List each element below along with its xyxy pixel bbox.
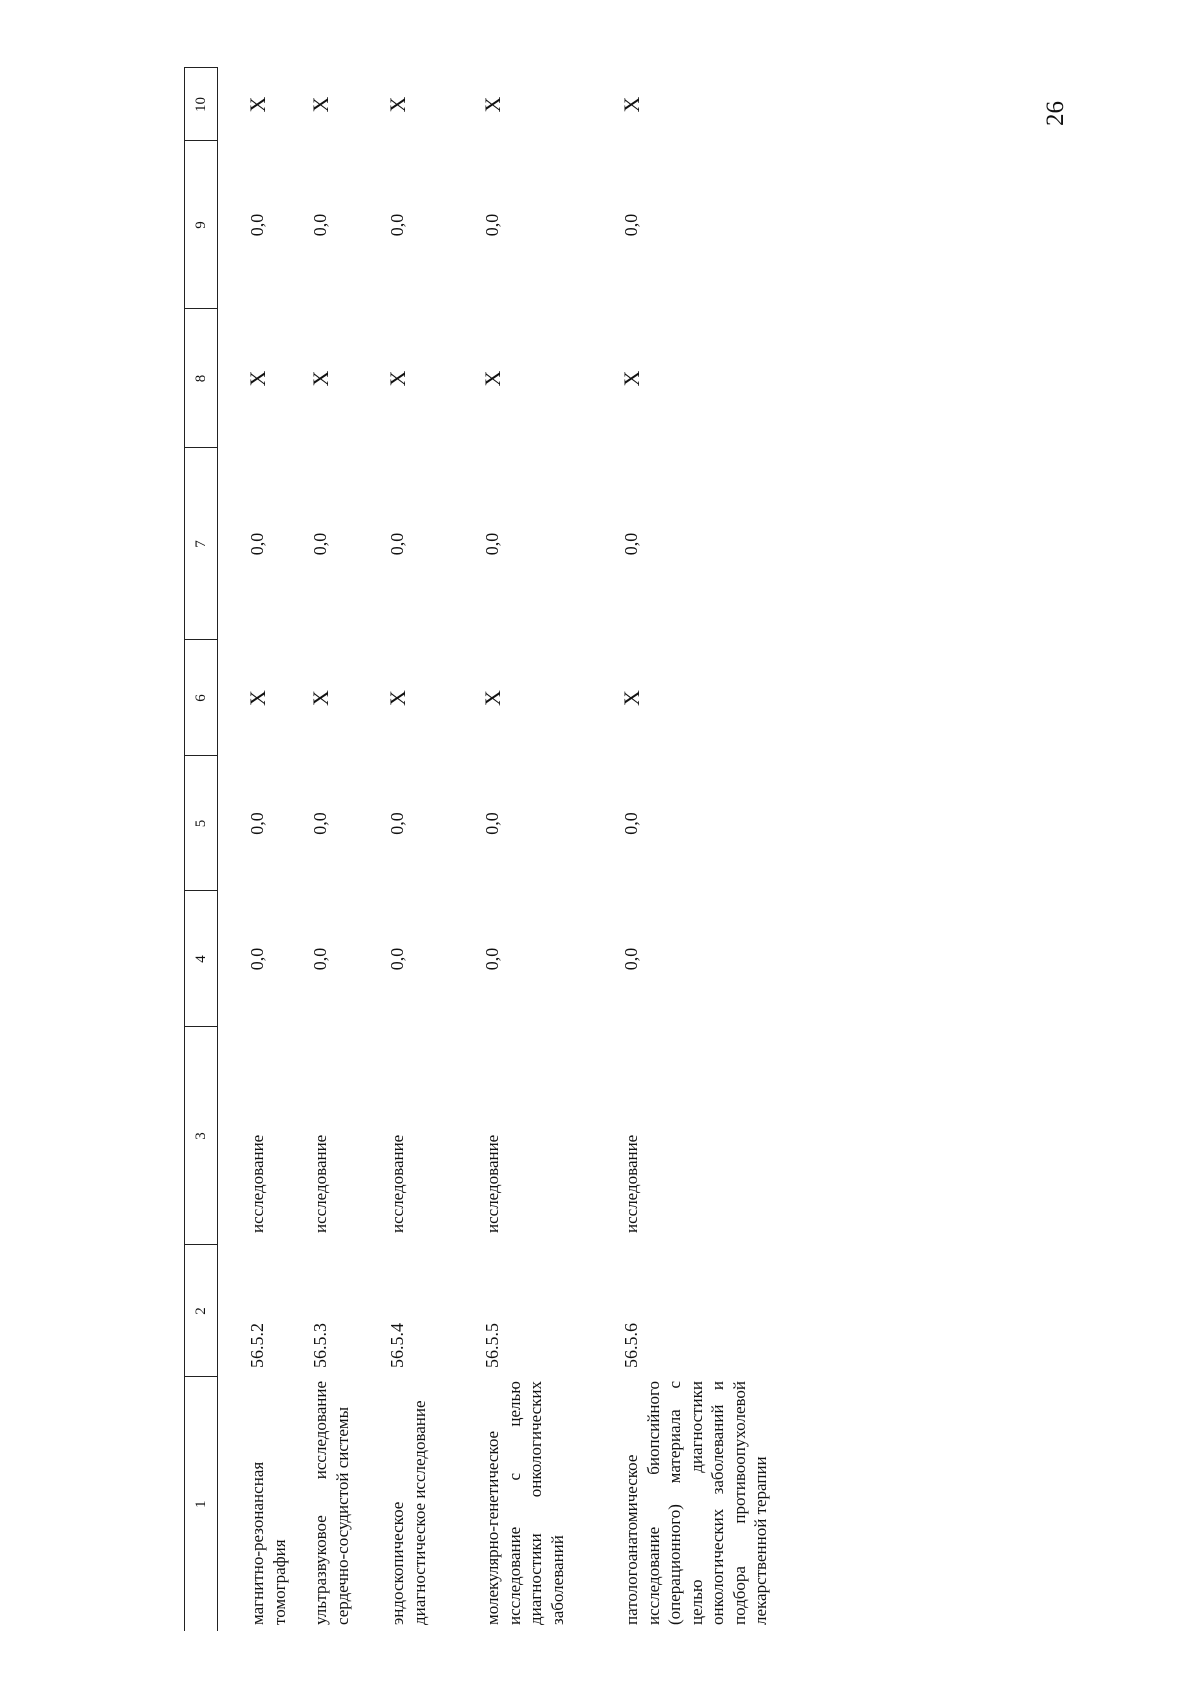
service-code-cell: 56.5.2	[247, 1323, 267, 1368]
value-cell: 0,0	[387, 213, 407, 237]
value-cell: 0,0	[310, 812, 330, 835]
x-mark-cell: X	[308, 96, 333, 113]
x-mark-cell: X	[619, 370, 644, 387]
value-cell: 0,0	[387, 947, 407, 971]
x-mark-cell: X	[245, 96, 270, 113]
x-mark-cell: X	[245, 370, 270, 387]
service-name-cell: эндоскопическое диагностическое исследование	[388, 1400, 429, 1625]
x-mark-cell: X	[480, 690, 505, 706]
x-mark-cell: X	[308, 690, 333, 706]
value-cell: 0,0	[310, 213, 330, 237]
x-mark-cell: X	[245, 690, 270, 706]
column-header: 8	[185, 309, 218, 448]
service-name-cell: магнитно-резонансная томография	[248, 1461, 289, 1625]
service-code-cell: 56.5.4	[387, 1323, 407, 1368]
unit-cell: исследование	[311, 1134, 330, 1233]
value-cell: 0,0	[621, 213, 641, 237]
value-cell: 0,0	[247, 213, 267, 237]
column-header: 6	[185, 640, 218, 756]
column-header: 9	[185, 141, 218, 309]
service-code-cell: 56.5.5	[482, 1323, 502, 1368]
value-cell: 0,0	[621, 532, 641, 556]
x-mark-cell: X	[385, 370, 410, 387]
value-cell: 0,0	[482, 947, 502, 971]
column-header: 3	[185, 1027, 218, 1245]
x-mark-cell: X	[480, 370, 505, 387]
column-header: 1	[185, 1377, 218, 1631]
table-row	[460, 68, 608, 1631]
unit-cell: исследование	[483, 1134, 502, 1233]
value-cell: 0,0	[310, 532, 330, 556]
x-mark-cell: X	[480, 96, 505, 113]
column-header: 2	[185, 1245, 218, 1377]
value-cell: 0,0	[387, 532, 407, 556]
x-mark-cell: X	[619, 96, 644, 113]
column-header: 4	[185, 891, 218, 1027]
table-row	[608, 68, 868, 1631]
column-header: 10	[185, 68, 218, 141]
service-name-cell: ультразвуковое исследование сердечно-сосудистой системы	[311, 1381, 352, 1625]
services-table	[184, 68, 868, 1632]
unit-cell: исследование	[388, 1134, 407, 1233]
service-code-cell: 56.5.3	[310, 1323, 330, 1368]
value-cell: 0,0	[482, 812, 502, 835]
unit-cell: исследование	[622, 1134, 641, 1233]
page-number: 26	[1042, 101, 1069, 126]
x-mark-cell: X	[385, 690, 410, 706]
value-cell: 0,0	[247, 532, 267, 556]
column-header: 5	[185, 756, 218, 891]
x-mark-cell: X	[308, 370, 333, 387]
service-code-cell: 56.5.6	[621, 1323, 641, 1368]
x-mark-cell: X	[619, 690, 644, 706]
unit-cell: исследование	[248, 1134, 267, 1233]
value-cell: 0,0	[247, 812, 267, 835]
x-mark-cell: X	[385, 96, 410, 113]
value-cell: 0,0	[310, 947, 330, 971]
table-header-row	[185, 68, 218, 1631]
value-cell: 0,0	[247, 947, 267, 971]
value-cell: 0,0	[482, 213, 502, 237]
value-cell: 0,0	[482, 532, 502, 556]
service-name-cell: молекулярно-генетическое исследование с целью диагностики онкологических заболеваний	[483, 1381, 567, 1625]
table-row	[366, 68, 460, 1631]
service-name-cell: патологоанатомическое исследование биопсийного (операционного) материала с целью диагностики онкологических заболеваний и подбора противоопухолевой лекарственной терапии	[622, 1381, 770, 1625]
value-cell: 0,0	[621, 812, 641, 835]
table-row	[290, 68, 366, 1631]
column-header: 7	[185, 448, 218, 640]
value-cell: 0,0	[621, 947, 641, 971]
table-row	[218, 68, 291, 1631]
value-cell: 0,0	[387, 812, 407, 835]
